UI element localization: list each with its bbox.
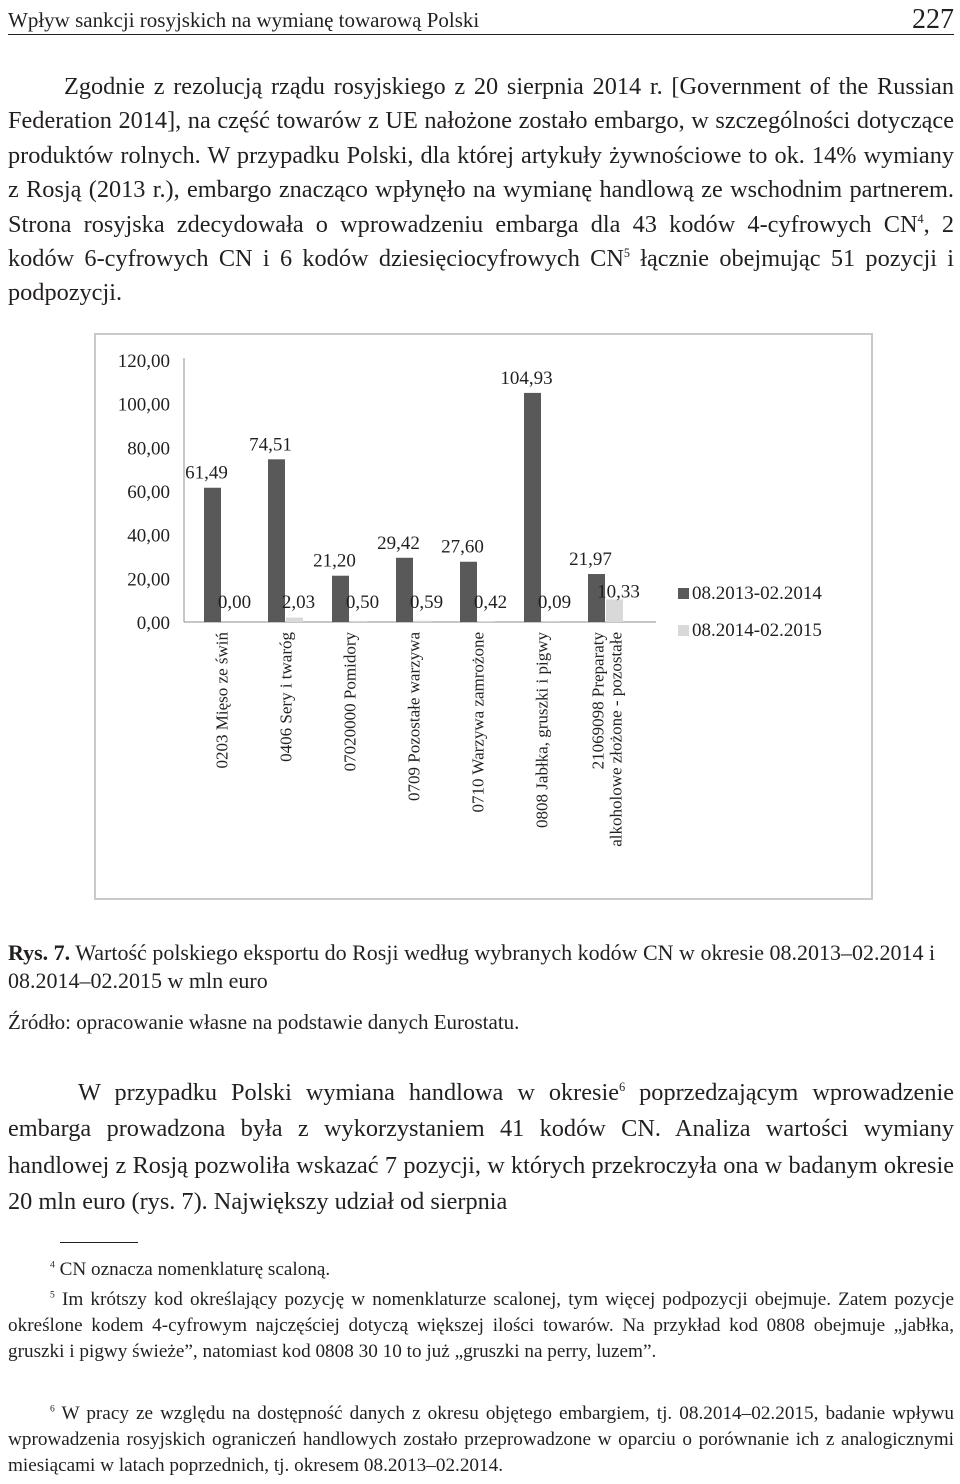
bar-2013	[524, 393, 541, 622]
data-label: 0,09	[537, 592, 572, 613]
data-label: 10,33	[597, 581, 640, 603]
data-label: 104,93	[500, 367, 553, 389]
chart-frame	[94, 333, 873, 900]
bar-2014	[350, 621, 367, 622]
figure-caption	[8, 939, 954, 995]
page-header	[8, 4, 954, 34]
page-number: 227	[912, 4, 954, 35]
footnote-text: Im krótszy kod określający pozycję w nomenklaturze scalonej, tym więcej podpozycji obejmuje. Zatem pozycje określone kodem 4-cyfrowym najczęściej dotyczą większej ilości towarów. Na przykład kod 0808 obejmuje „jabłka, gruszki i pigwy świeże”, natomiast kod 0808 30 10 to już „gruszki na perry, luzem”.	[8, 1289, 954, 1362]
footnote-number: 6	[50, 1403, 55, 1415]
y-tick-label: 40,00	[127, 525, 170, 547]
category-label	[277, 632, 296, 762]
bar-2014	[286, 618, 303, 622]
footnote-text: W pracy ze względu na dostępność danych z okresu objętego embargiem, tj. 08.2014–02.2015, badanie wpływu wprowadzenia rosyjskich ograniczeń handlowych zostało przeprowadzone w oparciu o porównanie ich z analogicznymi miesiącami w latach poprzednich, tj. okresem 08.2013–02.2014.	[8, 1403, 954, 1476]
category-label-text: alkoholowe złożone - pozostałe	[606, 632, 626, 847]
category-label-text: 0709 Pozostałe warzywa	[404, 632, 424, 802]
y-tick-label: 60,00	[127, 482, 170, 503]
y-tick-label: 20,00	[127, 569, 170, 591]
footnote-5	[8, 1287, 954, 1365]
data-label: 0,00	[217, 592, 252, 613]
data-label: 0,59	[409, 592, 444, 613]
bar-2014	[606, 599, 623, 622]
category-label-text: 0203 Mięso ze świń	[212, 632, 232, 769]
legend-label: 08.2013-02.2014	[692, 583, 822, 604]
legend-label: 08.2014-02.2015	[692, 620, 822, 641]
footnote-4	[8, 1257, 954, 1283]
data-label: 2,03	[281, 592, 316, 613]
legend-swatch	[678, 588, 689, 599]
footnote-rule	[60, 1242, 138, 1243]
data-label: 61,49	[185, 462, 228, 484]
y-tick-label: 120,00	[117, 351, 170, 372]
legend-swatch	[678, 625, 689, 636]
paragraph-text: łącznie obejmując 51 pozycji i podpozycji.	[8, 245, 954, 307]
caption-text: Wartość polskiego eksportu do Rosji według wybranych kodów CN w okresie 08.2013–02.2014 i 08.2014–02.2015 w mln euro	[8, 940, 936, 993]
data-label: 74,51	[249, 434, 292, 456]
footnote-ref[interactable]: 4	[917, 211, 924, 226]
bar-2014	[414, 621, 431, 622]
footnote-ref[interactable]: 6	[619, 1079, 626, 1094]
footnote-text: CN oznacza nomenklaturę scaloną.	[54, 1259, 331, 1280]
footnote-ref[interactable]: 5	[623, 245, 630, 260]
data-label: 0,50	[345, 592, 380, 613]
paragraph-body	[8, 1075, 954, 1220]
data-label: 27,60	[441, 536, 484, 558]
bar-2014	[478, 621, 495, 622]
footnote-number: 4	[50, 1259, 55, 1271]
category-label	[405, 632, 424, 801]
category-label-text: 21069098 Preparaty	[588, 632, 608, 770]
category-label	[469, 632, 488, 813]
data-label: 21,20	[313, 550, 356, 572]
paragraph-text: W przypadku Polski wymiana handlowa w okresie	[78, 1079, 620, 1106]
bar-chart	[96, 335, 871, 898]
category-label	[213, 632, 232, 769]
paragraph-text: Zgodnie z rezolucją rządu rosyjskiego z 20 sierpnia 2014 r. [Government of the Russian Federation 2014], na część towarów z UE nałożone zostało embargo, w szczególności dotyczące produktów rolnych. W przypadku Polski, dla której artykuły żywnościowe to ok. 14% wymiany z Rosją (2013 r.), embargo znacząco wpłynęło na wymianę handlową ze wschodnim partnerem. Strona rosyjska zdecydowała o wprowadzeniu embarga dla 43 kodów 4-cyfrowych CN	[8, 73, 954, 238]
figure-source: Źródło: opracowanie własne na podstawie danych Eurostatu.	[8, 1010, 520, 1034]
data-label: 29,42	[377, 532, 420, 554]
category-label-text: 0710 Warzywa zamrożone	[468, 632, 488, 813]
paragraph-text: , 2 kodów 6-cyfrowych CN i 6 kodów dziesięciocyfrowych CN	[8, 210, 955, 273]
header-rule	[8, 34, 954, 35]
footnote-6	[8, 1401, 954, 1479]
category-label	[341, 632, 360, 772]
y-tick-label: 0,00	[136, 613, 170, 634]
category-label	[533, 632, 552, 828]
data-label: 21,97	[569, 549, 612, 571]
paragraph-text: poprzedzającym wprowadzenie embarga prowadzona była z wykorzystaniem 41 kodów CN. Analiza wartości wymiany handlowej z Rosją pozwoliła wskazać 7 pozycji, w których przekroczyła ona w badanym okresie 20 mln euro (rys. 7). Największy udział od sierpnia	[8, 1079, 954, 1215]
category-label-text: 0406 Sery i twaróg	[276, 632, 296, 762]
figure-label: Rys. 7.	[8, 940, 71, 965]
category-label	[589, 632, 626, 847]
running-title: Wpływ sankcji rosyjskich na wymianę towarową Polski	[8, 8, 480, 32]
data-label: 0,42	[473, 592, 508, 613]
y-tick-label: 100,00	[117, 394, 170, 416]
paragraph-intro	[8, 70, 954, 311]
category-label-text: 0808 Jabłka, gruszki i pigwy	[532, 632, 552, 828]
category-label-text: 07020000 Pomidory	[340, 632, 360, 772]
y-tick-label: 80,00	[127, 438, 170, 460]
footnote-number: 5	[50, 1289, 55, 1301]
